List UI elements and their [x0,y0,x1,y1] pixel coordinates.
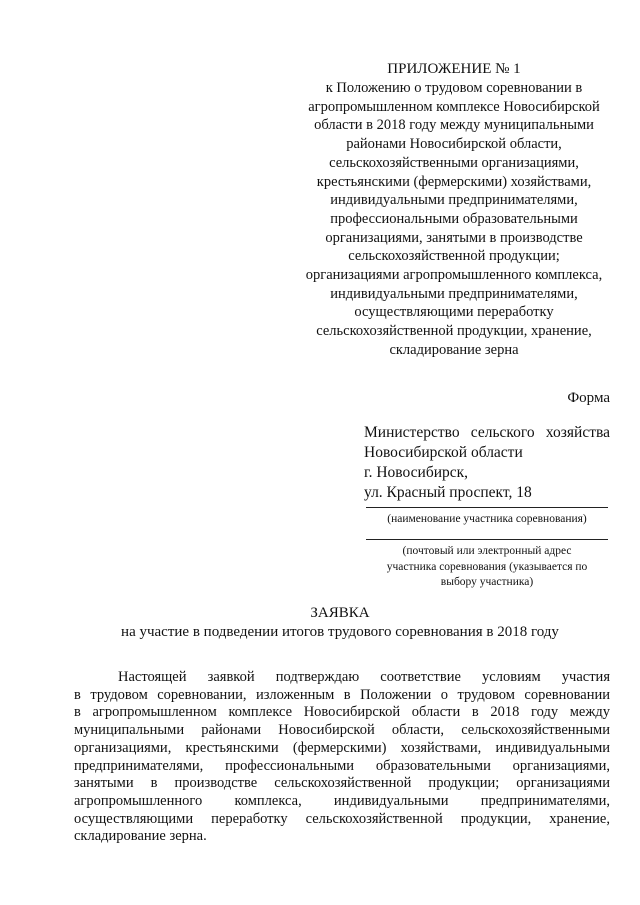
appendix-line: агропромышленном комплексе Новосибирской [308,98,600,115]
recipient-line: Новосибирской области [364,444,523,461]
participant-name-field[interactable] [366,507,608,508]
body-line: складирование зерна. [74,828,207,845]
request-title: ЗАЯВКА [310,605,370,621]
appendix-block [268,59,640,360]
appendix-line: осуществляющими переработку [354,304,554,321]
body-line: организациями, крестьянскими (фермерскими) хозяйствами, индивидуальными [74,739,610,756]
body-line: муниципальными районами Новосибирской области, сельскохозяйственными [74,722,610,739]
participant-address-caption [366,544,608,591]
appendix-text [268,79,640,360]
appendix-line: организациями агропромышленного комплекса, [305,267,603,284]
request-title-block [0,604,640,642]
recipient-line: Министерство сельского хозяйства [364,424,610,441]
appendix-line: крестьянскими (фермерскими) хозяйствами, [316,173,592,190]
appendix-heading: ПРИЛОЖЕНИЕ № 1 [387,61,521,77]
appendix-line: индивидуальными предпринимателями, [330,192,578,209]
participant-address-field[interactable] [366,539,608,540]
appendix-line: индивидуальными предпринимателями, [330,285,578,302]
body-line: осуществляющими переработку сельскохозяйственной продукции, хранение, [74,810,610,827]
appendix-line: складирование зерна [389,341,519,358]
body-line: предпринимателями, профессиональными образовательными организациями, [74,757,610,774]
body-line: в трудовом соревновании, изложенным в Положении о трудовом соревновании [74,686,610,703]
recipient-line: г. Новосибирск, [364,464,469,481]
caption-line: участника соревнования (указывается по [386,560,588,573]
body-line: агропромышленного комплекса, индивидуальными предпринимателями, [74,792,610,809]
appendix-line: сельскохозяйственной продукции, хранение, [316,323,592,340]
appendix-line: профессиональными образовательными [330,210,578,227]
caption-line: выбору участника) [440,576,534,588]
appendix-line: организациями, занятыми в производстве [325,229,583,246]
appendix-line: к Положению о трудовом соревновании в [325,80,583,96]
request-body [74,669,610,846]
body-line: занятыми в производстве сельскохозяйственной продукции; организациями [74,775,610,792]
appendix-line: области в 2018 году между муниципальными [314,117,594,134]
participant-name-caption [366,512,608,528]
caption-line: (почтовый или электронный адрес [402,545,572,557]
body-line: Настоящей заявкой подтверждаю соответствие условиям участия [118,669,610,685]
appendix-line: районами Новосибирской области, [346,136,562,153]
recipient-line: ул. Красный проспект, 18 [364,484,532,501]
body-line: в агропромышленном комплексе Новосибирской области в 2018 году между [74,704,610,721]
form-label: Форма [567,390,610,406]
request-subtitle: на участие в подведении итогов трудового соревнования в 2018 году [121,624,559,640]
recipient-block [364,423,610,503]
appendix-line: сельскохозяйственной продукции; [348,248,560,265]
caption-line: (наименование участника соревнования) [387,513,587,525]
appendix-line: сельскохозяйственными организациями, [329,154,579,171]
